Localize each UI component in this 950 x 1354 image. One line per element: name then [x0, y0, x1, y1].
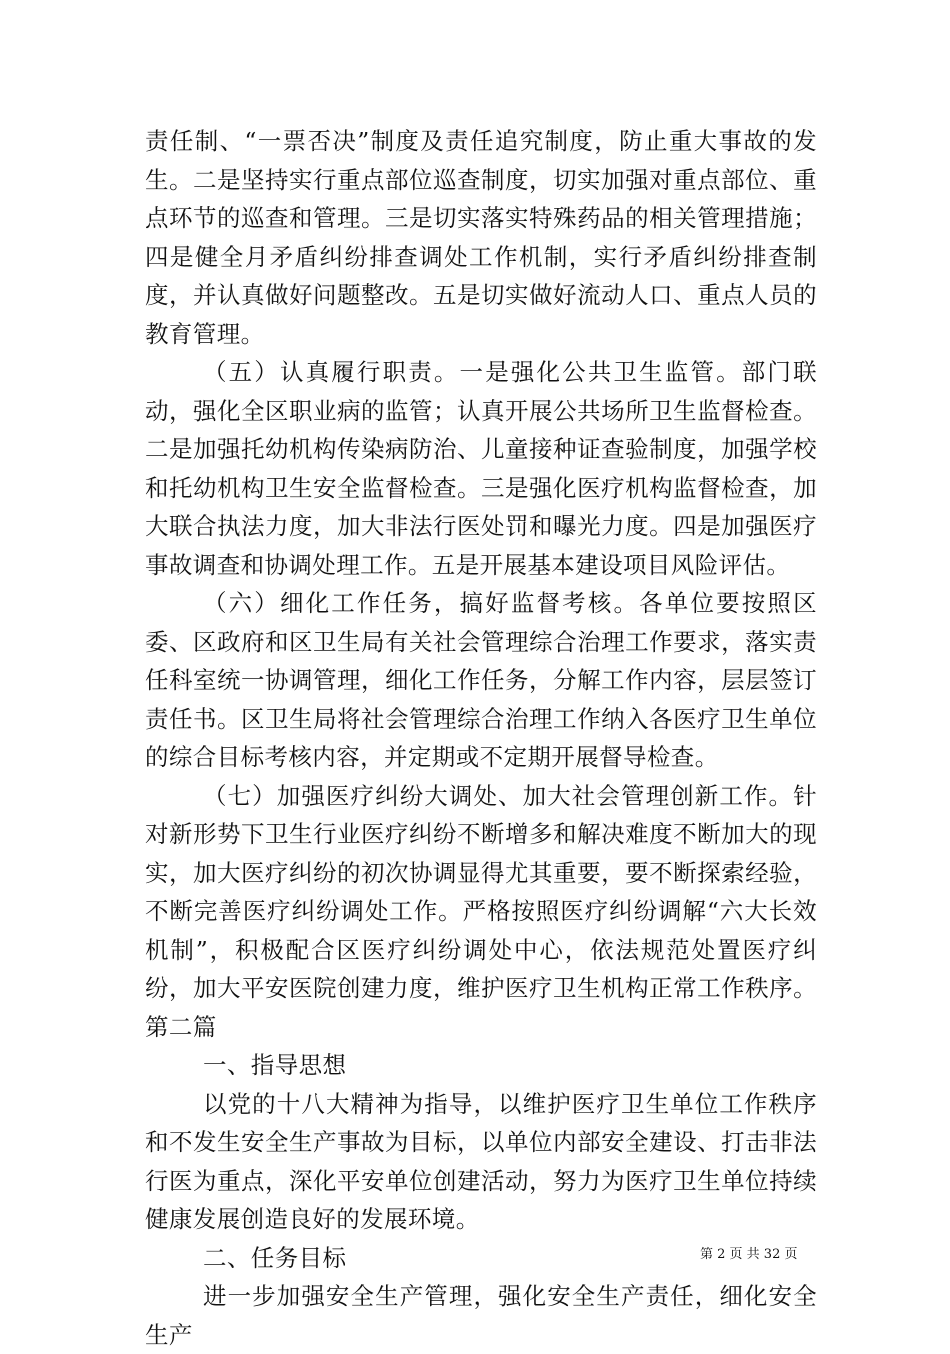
paragraph-continuation: 责任制、“一票否决”制度及责任追究制度，防止重大事故的发生。二是坚持实行重点部位巡查制度，切实加强对重点部位、重点环节的巡查和管理。三是切实落实特殊药品的相关管理措施；四是健全月矛盾纠纷排查调处工作机制，实行矛盾纠纷排查制度，并认真做好问题整改。五是切实做好流动人口、重点人员的教育管理。 [145, 127, 817, 348]
paragraph-section-six: （六）细化工作任务，搞好监督考核。各单位要按照区委、区政府和区卫生局有关社会管理综合治理工作要求，落实责任科室统一协调管理，细化工作任务，分解工作内容，层层签订责任书。区卫生局将社会管理综合治理工作纳入各医疗卫生单位的综合目标考核内容，并定期或不定期开展督导检查。 [145, 589, 817, 771]
heading-guiding-ideology: 一、指导思想 [203, 1051, 347, 1079]
paragraph-section-seven: （七）加强医疗纠纷大调处、加大社会管理创新工作。针对新形势下卫生行业医疗纠纷不断增多和解决难度不断加大的现实，加大医疗纠纷的初次协调显得尤其重要，要不断探索经验，不断完善医疗纠纷调处工作。严格按照医疗纠纷调解“六大长效机制”，积极配合区医疗纠纷调处中心，依法规范处置医疗纠纷，加大平安医院创建力度，维护医疗卫生机构正常工作秩序。第二篇 [145, 781, 817, 1041]
paragraph-section-five: （五）认真履行职责。一是强化公共卫生监管。部门联动，强化全区职业病的监管；认真开展公共场所卫生监督检查。二是加强托幼机构传染病防治、儿童接种证查验制度，加强学校和托幼机构卫生安全监督检查。三是强化医疗机构监督检查，加大联合执法力度，加大非法行医处罚和曝光力度。四是加强医疗事故调查和协调处理工作。五是开展基本建设项目风险评估。 [145, 358, 817, 579]
heading-task-goals: 二、任务目标 [203, 1243, 347, 1272]
paragraph-guiding-ideology: 以党的十八大精神为指导，以维护医疗卫生单位工作秩序和不发生安全生产事故为目标，以单位内部安全建设、打击非法行医为重点，深化平安单位创建活动，努力为医疗卫生单位持续健康发展创造良好的发展环境。 [145, 1089, 817, 1233]
document-body [145, 122, 817, 1354]
paragraph-task-goals: 进一步加强安全生产管理，强化安全生产责任，细化安全生产 [145, 1282, 817, 1349]
page-number-footer: 第 2 页 共 32 页 [700, 1247, 798, 1262]
